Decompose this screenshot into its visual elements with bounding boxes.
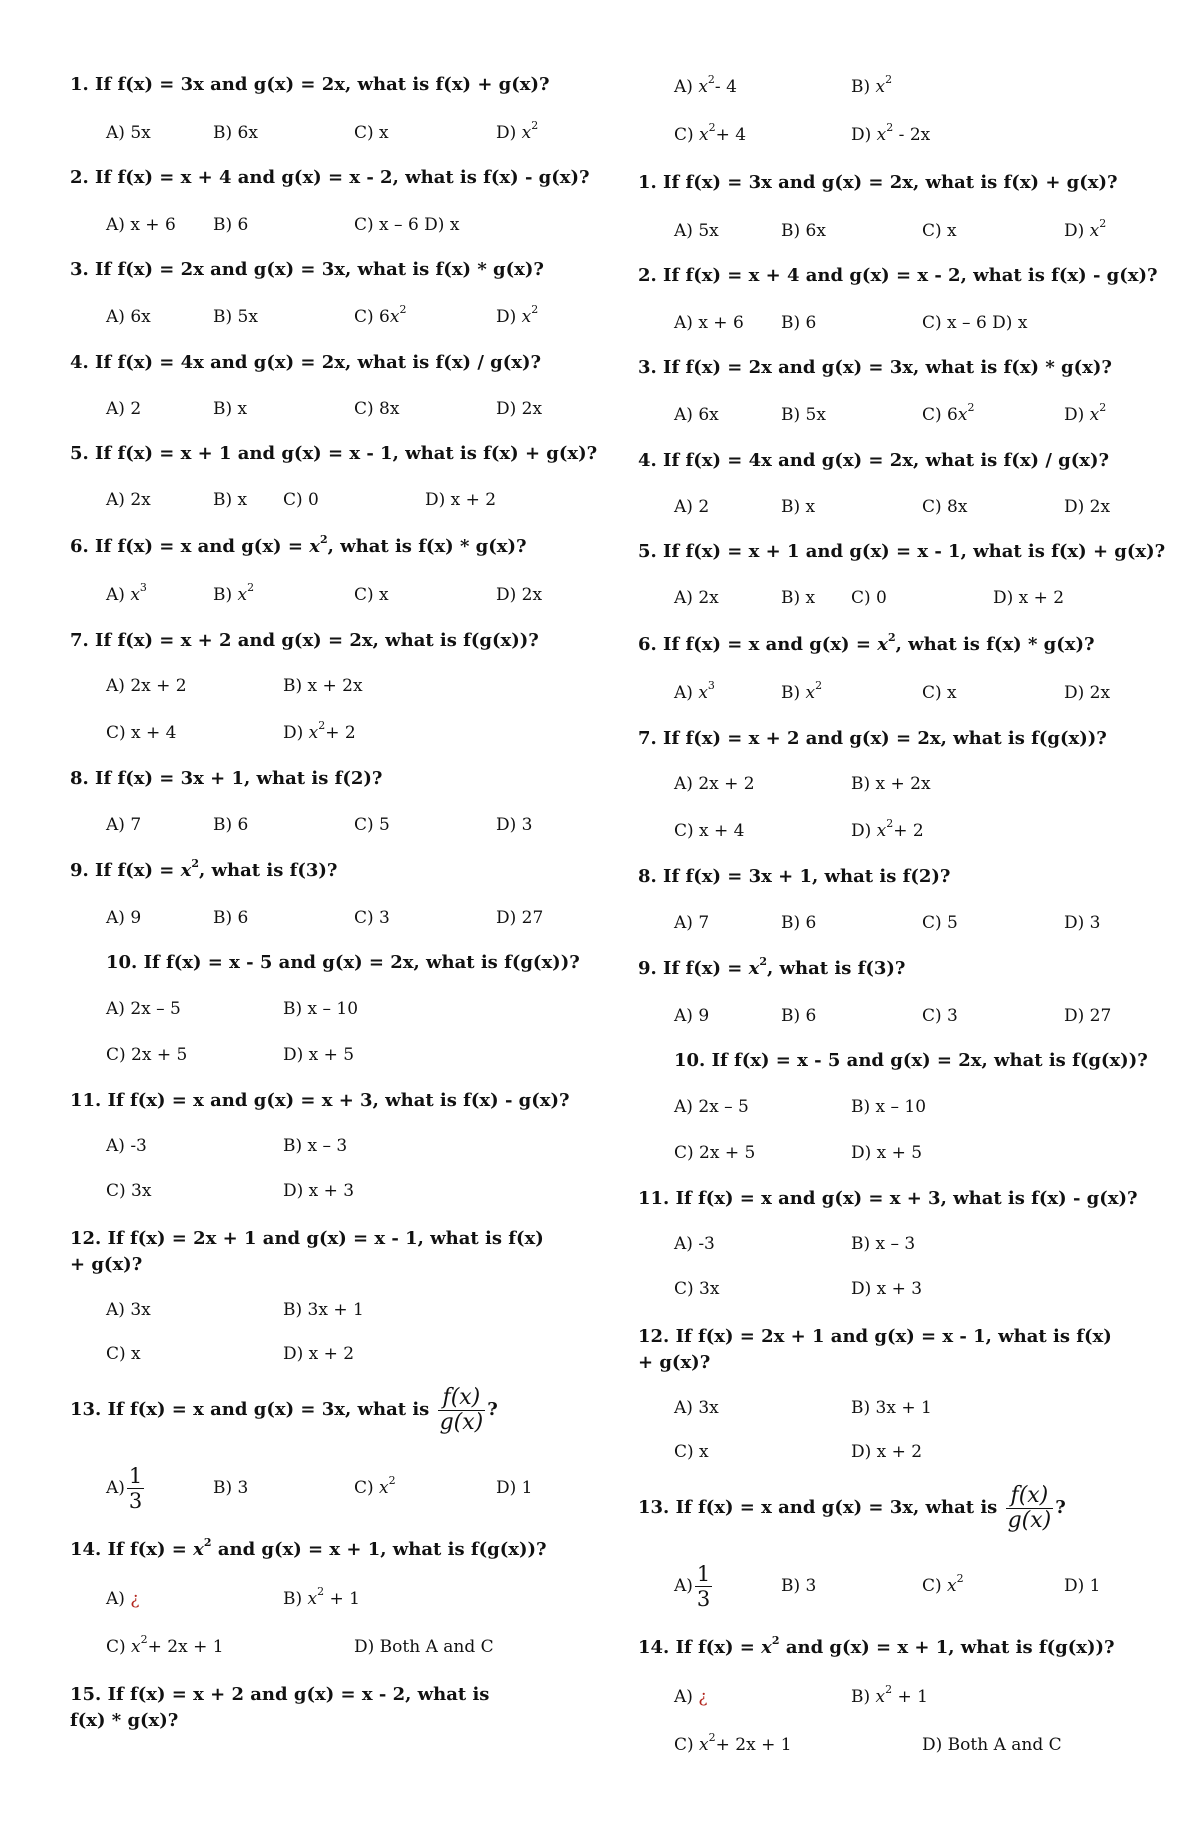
- option: C) x: [922, 221, 957, 241]
- question-5: 5. If f(x) = x + 1 and g(x) = x - 1, what is f(x) + g(x)?: [70, 443, 598, 464]
- question-10: 10. If f(x) = x - 5 and g(x) = 2x, what is f(g(x))?: [674, 1050, 1148, 1071]
- option: C) 3: [922, 1006, 958, 1026]
- option: B) 3x + 1: [851, 1398, 932, 1418]
- option: A) 2x: [106, 490, 151, 510]
- question-12: 12. If f(x) = 2x + 1 and g(x) = x - 1, what is f(x) + g(x)?: [638, 1326, 1112, 1373]
- option: D) 3: [1064, 913, 1101, 933]
- option: A) 7: [674, 913, 710, 933]
- option: C) x: [106, 1344, 141, 1364]
- question-3: 3. If f(x) = 2x and g(x) = 3x, what is f(x) * g(x)?: [638, 357, 1112, 378]
- option: C) 3x: [674, 1279, 720, 1299]
- option: C) x – 6 D) x: [922, 313, 1028, 333]
- option: A) 2x + 2: [674, 774, 755, 794]
- question-2: 2. If f(x) = x + 4 and g(x) = x - 2, what is f(x) - g(x)?: [70, 167, 590, 188]
- option: A) 2: [106, 399, 142, 419]
- option: C) $6x^2$: [354, 303, 407, 327]
- question-11: 11. If f(x) = x and g(x) = x + 3, what is f(x) - g(x)?: [70, 1090, 570, 1111]
- question-8: 8. If f(x) = 3x + 1, what is f(2)?: [638, 866, 951, 887]
- option: D) 27: [1064, 1006, 1112, 1026]
- question-6: 6. If f(x) = x and $g(x) = x^2$, what is f(x) * g(x)?: [70, 533, 527, 557]
- option: C) 8x: [354, 399, 400, 419]
- option: C) 5: [354, 815, 390, 835]
- option: A) 2x + 2: [106, 676, 187, 696]
- option: C) 8x: [922, 497, 968, 517]
- option: B) 5x: [213, 307, 258, 327]
- option: B) x – 3: [283, 1136, 348, 1156]
- option: B) x – 10: [851, 1097, 927, 1117]
- option: B) x – 3: [851, 1234, 916, 1254]
- option: B) 6: [781, 913, 817, 933]
- option: C) 0: [851, 588, 887, 608]
- option: C) x: [354, 585, 389, 605]
- question-7: 7. If f(x) = x + 2 and g(x) = 2x, what is f(g(x))?: [638, 728, 1107, 749]
- question-14: 14. If $f(x) = x^2$ and g(x) = x + 1, what is f(g(x))?: [70, 1536, 547, 1560]
- option: C) 0: [283, 490, 319, 510]
- question-12: 12. If f(x) = 2x + 1 and g(x) = x - 1, what is f(x) + g(x)?: [70, 1228, 544, 1275]
- option: C) 3: [354, 908, 390, 928]
- option: A) 9: [106, 908, 142, 928]
- option: D) x + 5: [283, 1045, 355, 1065]
- option: A) 2x – 5: [106, 999, 181, 1019]
- option: C) x + 4: [674, 821, 745, 841]
- question-2: 2. If f(x) = x + 4 and g(x) = x - 2, what is f(x) - g(x)?: [638, 265, 1158, 286]
- question-5: 5. If f(x) = x + 1 and g(x) = x - 1, what is f(x) + g(x)?: [638, 541, 1166, 562]
- option: C) $x^2$: [922, 1572, 964, 1596]
- option: D) x + 2: [993, 588, 1065, 608]
- option: C) x: [674, 1442, 709, 1462]
- option: D) 2x: [496, 585, 543, 605]
- question-4: 4. If f(x) = 4x and g(x) = 2x, what is f(x) / g(x)?: [70, 352, 542, 373]
- option: B) 3: [781, 1576, 817, 1596]
- option: C) x: [354, 123, 389, 143]
- option: D) 1: [1064, 1576, 1101, 1596]
- option: B) $x^2$: [781, 679, 823, 703]
- option: A) -3: [106, 1136, 147, 1156]
- option: D) x + 2: [283, 1344, 355, 1364]
- option: A) 3x: [106, 1300, 151, 1320]
- option: A) $x^3$: [674, 679, 715, 703]
- option: D) x + 2: [425, 490, 497, 510]
- option: A) 2x – 5: [674, 1097, 749, 1117]
- option: B) 6x: [213, 123, 258, 143]
- option: C) $x^2+ 2x + 1$: [106, 1633, 224, 1657]
- question-13: 13. If f(x) = x and g(x) = 3x, what is $\frac{f(x)}{g(x)}$ ?: [70, 1384, 498, 1435]
- option: B) $x^2$: [213, 581, 255, 605]
- option: B) x: [213, 490, 248, 510]
- option: C) $6x^2$: [922, 401, 975, 425]
- option: D) $x^2+ 2$: [851, 817, 924, 841]
- option: A) x + 6: [674, 313, 744, 333]
- option: A) 6x: [106, 307, 151, 327]
- option: D) 3: [496, 815, 533, 835]
- option: B) x: [213, 399, 248, 419]
- option: B) 6x: [781, 221, 826, 241]
- option: B) x – 10: [283, 999, 359, 1019]
- option: C) x + 4: [106, 723, 177, 743]
- option: B) x + 2x: [851, 774, 931, 794]
- option: B) $x^2 + 1$: [851, 1683, 928, 1707]
- option: C) 2x + 5: [674, 1143, 756, 1163]
- option: B) 5x: [781, 405, 826, 425]
- question-6: 6. If f(x) = x and $g(x) = x^2$, what is f(x) * g(x)?: [638, 631, 1095, 655]
- option: D) $x^2$: [1064, 217, 1107, 241]
- option: D) x + 2: [851, 1442, 923, 1462]
- question-11: 11. If f(x) = x and g(x) = x + 3, what is f(x) - g(x)?: [638, 1188, 1138, 1209]
- option: A) 6x: [674, 405, 719, 425]
- option: D) $x^2$: [1064, 401, 1107, 425]
- option: C) $x^2+ 4$: [674, 121, 747, 145]
- option: D) 27: [496, 908, 544, 928]
- option: B) x: [781, 497, 816, 517]
- option: C) x: [922, 683, 957, 703]
- option: C) 5: [922, 913, 958, 933]
- option: B) $x^2 + 1$: [283, 1585, 360, 1609]
- option: A) 3x: [674, 1398, 719, 1418]
- option: D) x + 5: [851, 1143, 923, 1163]
- option: D) Both A and C: [922, 1735, 1062, 1755]
- option: A) 5x: [674, 221, 719, 241]
- option: A) ¿: [106, 1589, 140, 1609]
- option: A) 2: [674, 497, 710, 517]
- option: D) 1: [496, 1478, 533, 1498]
- question-15: 15. If f(x) = x + 2 and g(x) = x - 2, what is f(x) * g(x)?: [70, 1684, 490, 1731]
- option: C) $x^2$: [354, 1474, 396, 1498]
- option: B) $x^2$: [851, 73, 893, 97]
- question-9: 9. If $f(x) = x^2$, what is f(3)?: [70, 857, 338, 881]
- question-8: 8. If f(x) = 3x + 1, what is f(2)?: [70, 768, 383, 789]
- option: B) x: [781, 588, 816, 608]
- option: B) x + 2x: [283, 676, 363, 696]
- question-9: 9. If $f(x) = x^2$, what is f(3)?: [638, 955, 906, 979]
- option: D) $x^2$: [496, 119, 539, 143]
- option: B) 6: [781, 1006, 817, 1026]
- option: D) Both A and C: [354, 1637, 494, 1657]
- option: A) 9: [674, 1006, 710, 1026]
- option: D) $x^2$: [496, 303, 539, 327]
- question-3: 3. If f(x) = 2x and g(x) = 3x, what is f(x) * g(x)?: [70, 259, 544, 280]
- option: D) $x^2 - 2x$: [851, 121, 931, 145]
- option: B) 6: [213, 815, 249, 835]
- option: B) 6: [213, 215, 249, 235]
- option: D) 2x: [1064, 497, 1111, 517]
- option: A) $\frac{1}{3}$: [106, 1464, 143, 1513]
- option: A) 2x: [674, 588, 719, 608]
- question-1: 1. If f(x) = 3x and g(x) = 2x, what is f(x) + g(x)?: [638, 172, 1118, 193]
- option: A) -3: [674, 1234, 715, 1254]
- question-7: 7. If f(x) = x + 2 and g(x) = 2x, what is f(g(x))?: [70, 630, 539, 651]
- option: C) $x^2+ 2x + 1$: [674, 1731, 792, 1755]
- option: B) 6: [213, 908, 249, 928]
- option: A) $x^2-$ 4: [674, 73, 737, 97]
- option: A) ¿: [674, 1687, 708, 1707]
- option: A) x + 6: [106, 215, 176, 235]
- option: D) 2x: [496, 399, 543, 419]
- question-13: 13. If f(x) = x and g(x) = 3x, what is $\frac{f(x)}{g(x)}$ ?: [638, 1482, 1066, 1533]
- option: D) x + 3: [283, 1181, 355, 1201]
- option: C) 3x: [106, 1181, 152, 1201]
- option: D) 2x: [1064, 683, 1111, 703]
- question-1: 1. If f(x) = 3x and g(x) = 2x, what is f(x) + g(x)?: [70, 74, 550, 95]
- option: B) 6: [781, 313, 817, 333]
- question-10: 10. If f(x) = x - 5 and g(x) = 2x, what is f(g(x))?: [106, 952, 580, 973]
- option: B) 3x + 1: [283, 1300, 364, 1320]
- option: D) x + 3: [851, 1279, 923, 1299]
- option: A) $x^3$: [106, 581, 147, 605]
- option: B) 3: [213, 1478, 249, 1498]
- question-4: 4. If f(x) = 4x and g(x) = 2x, what is f(x) / g(x)?: [638, 450, 1110, 471]
- option: A) 5x: [106, 123, 151, 143]
- option: A) 7: [106, 815, 142, 835]
- option: C) x – 6 D) x: [354, 215, 460, 235]
- option: C) 2x + 5: [106, 1045, 188, 1065]
- question-14: 14. If $f(x) = x^2$ and g(x) = x + 1, what is f(g(x))?: [638, 1634, 1115, 1658]
- option: A) $\frac{1}{3}$: [674, 1562, 711, 1611]
- option: D) $x^2+ 2$: [283, 719, 356, 743]
